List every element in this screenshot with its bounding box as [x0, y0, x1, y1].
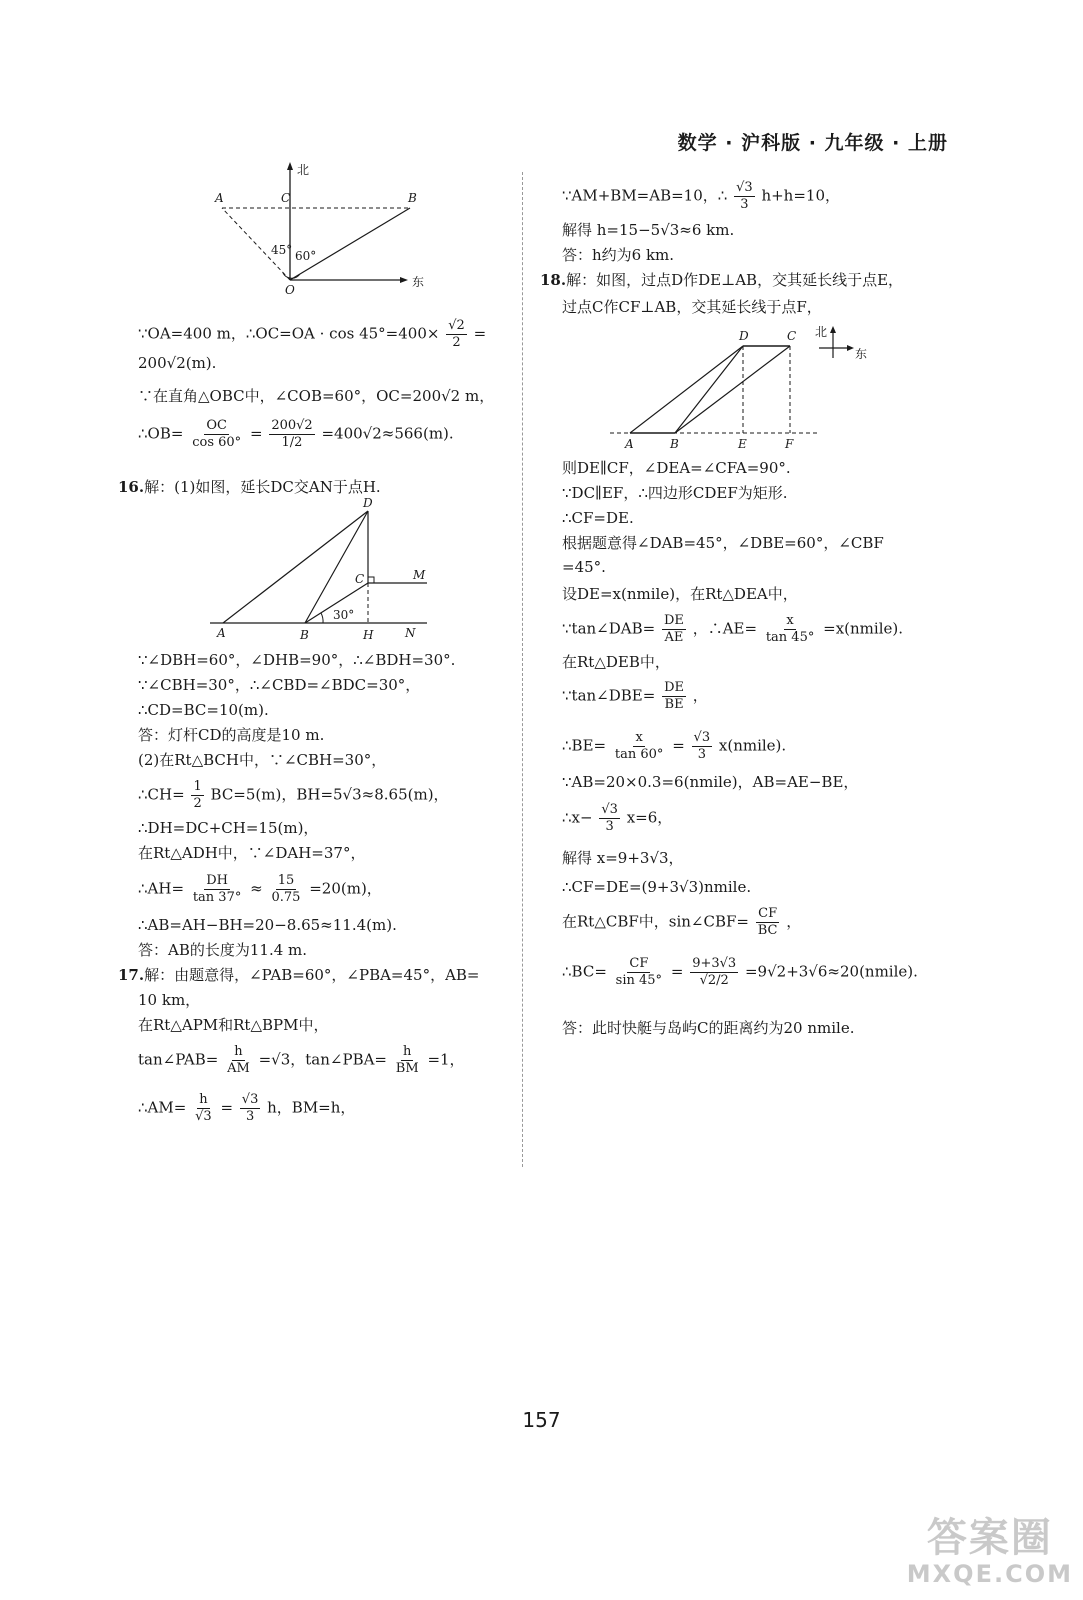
label-east: 东: [855, 347, 868, 361]
q18-line-17: ∴BC= $\frac{CF}{\sin 45^\circ}$ = $\frac{9+3√3}{√2/2}$ =9√2+3√6≈20(nmile).: [562, 956, 918, 988]
q18-line-6: =45°.: [562, 558, 606, 576]
watermark-logo: 答案圈: [926, 1515, 1053, 1561]
q18-heading: 18.解：如图，过点D作DE⊥AB，交其延长线于点E，: [540, 271, 904, 289]
label-h: H: [363, 628, 374, 642]
column-divider: [522, 172, 523, 1167]
q18-line-2: 则DE∥CF，∠DEA=∠CFA=90°.: [562, 459, 791, 477]
watermark: [907, 1516, 1073, 1588]
q16-line-6: ∴CH= $\frac{1}{2}$ BC=5(m)，BH=5√3≈8.65(m)，: [138, 779, 449, 811]
q17-line-1: 10 km，: [138, 991, 201, 1009]
q18-line-9: 在Rt△DEB中，: [562, 653, 670, 671]
q18-line-7: 设DE=x(nmile)，在Rt△DEA中，: [562, 585, 798, 603]
line-ad: [223, 511, 368, 623]
label-60: 60°: [295, 249, 317, 263]
q17-cont-line-3: 答：h约为6 km.: [562, 246, 675, 264]
label-b: B: [670, 437, 679, 451]
q18-line-16: 在Rt△CBF中，sin∠CBF= $\frac{CF}{BC}$ ，: [562, 906, 802, 938]
label-east: 东: [412, 275, 425, 289]
q16-line-3: ∴CD=BC=10(m).: [138, 701, 269, 719]
q16-line-8: 在Rt△ADH中，∵∠DAH=37°，: [138, 844, 366, 862]
label-d: D: [363, 496, 373, 510]
q18-line-8: ∵tan∠DAB= $\frac{DE}{AE}$ ，∴AE= $\frac{x}{\tan 45^\circ}$ =x(nmile).: [562, 613, 903, 645]
q18-line-14: 解得 x=9+3√3，: [562, 849, 684, 867]
compass-north-arrow: [830, 326, 836, 333]
label-north: 北: [297, 163, 310, 177]
q18-line-10: ∵tan∠DBE= $\frac{DE}{BE}$ ，: [562, 680, 708, 712]
label-m: M: [413, 568, 426, 582]
q16-line-2: ∵∠CBH=30°，∴∠CBD=∠BDC=30°，: [138, 676, 421, 694]
line-ob: [290, 208, 410, 280]
q18-answer: 答：此时快艇与岛屿C的距离约为20 nmile.: [562, 1019, 855, 1037]
q15-line-2: 200√2(m).: [138, 354, 217, 372]
q18-line-3: ∵DC∥EF，∴四边形CDEF为矩形.: [562, 484, 788, 502]
q17-cont-line-1: ∵AM+BM=AB=10，∴ $\frac{√3}{3}$ h+h=10，: [562, 180, 840, 212]
q18-line-13: ∴x− $\frac{√3}{3}$ x=6，: [562, 802, 673, 834]
right-angle-mark: [368, 577, 374, 583]
q16-line-5: (2)在Rt△BCH中，∵∠CBH=30°，: [138, 751, 387, 769]
label-o: O: [285, 283, 295, 297]
q16-line-9: ∴AH= $\frac{DH}{\tan 37^\circ}$ ≈ $\frac{15}{0.75}$ =20(m)，: [138, 873, 382, 905]
figure-q16: [205, 495, 445, 645]
east-arrow: [400, 277, 408, 283]
q17-line-4: ∴AM= $\frac{h}{√3}$ = $\frac{√3}{3}$ h，BM=h，: [138, 1092, 356, 1124]
label-30: 30°: [333, 608, 355, 622]
page-number: 157: [522, 1408, 561, 1432]
line-ad: [630, 346, 743, 433]
q16-line-1: ∵∠DBH=60°，∠DHB=90°，∴∠BDH=30°.: [138, 651, 456, 669]
q16-line-4: 答：灯杆CD的高度是10 m.: [138, 726, 325, 744]
figure-q15: [205, 158, 435, 298]
q15-line-1: ∵OA=400 m，∴OC=OA · cos 45°=400× $\frac{√2}{2}$ =: [138, 318, 487, 350]
label-e: E: [738, 437, 747, 451]
label-c: C: [787, 329, 797, 343]
q18-line-12: ∵AB=20×0.3=6(nmile)，AB=AE−BE，: [562, 773, 859, 791]
q17-heading: 17.解：由题意得，∠PAB=60°，∠PBA=45°，AB=: [118, 966, 480, 984]
q16-line-10: ∴AB=AH−BH=20−8.65≈11.4(m).: [138, 916, 397, 934]
north-arrow: [287, 162, 293, 170]
compass-east-arrow: [847, 345, 854, 351]
angle-arc: [321, 613, 323, 623]
q16-line-7: ∴DH=DC+CH=15(m)，: [138, 819, 319, 837]
label-a: A: [625, 437, 634, 451]
q18-line-11: ∴BE= $\frac{x}{\tan 60^\circ}$ = $\frac{√3}{3}$ x(nmile).: [562, 730, 787, 762]
q15-line-3: ∵在直角△OBC中，∠COB=60°，OC=200√2 m，: [138, 387, 495, 405]
label-a: A: [217, 626, 226, 640]
q15-line-4: ∴OB= $\frac{OC}{\cos 60^\circ}$ = $\frac{200√2}{1/2}$ =400√2≈566(m).: [138, 418, 454, 450]
watermark-url: MXQE.COM: [906, 1560, 1073, 1588]
q18-line-5: 根据题意得∠DAB=45°，∠DBE=60°，∠CBF: [562, 534, 884, 552]
label-45: 45°: [271, 243, 293, 257]
label-n: N: [405, 626, 416, 640]
label-b: B: [300, 628, 309, 642]
label-c: C: [281, 191, 291, 205]
label-d: D: [739, 329, 749, 343]
q18-line-4: ∴CF=DE.: [562, 509, 634, 527]
q17-line-2: 在Rt△APM和Rt△BPM中，: [138, 1016, 329, 1034]
label-north: 北: [815, 325, 828, 339]
q18-line-15: ∴CF=DE=(9+3√3)nmile.: [562, 878, 752, 896]
figure-q18: [605, 322, 875, 457]
line-bd: [305, 511, 368, 623]
label-f: F: [785, 437, 794, 451]
q18-line-1: 过点C作CF⊥AB，交其延长线于点F，: [562, 298, 822, 316]
q16-line-11: 答：AB的长度为11.4 m.: [138, 941, 308, 959]
label-c: C: [355, 572, 365, 586]
q17-cont-line-2: 解得 h=15−5√3≈6 km.: [562, 221, 735, 239]
page-header: 数学 · 沪科版 · 九年级 · 上册: [677, 132, 948, 154]
label-b: B: [408, 191, 417, 205]
q17-line-3: tan∠PAB= $\frac{h}{AM}$ =√3，tan∠PBA= $\frac{h}{BM}$ =1，: [138, 1044, 465, 1076]
label-a: A: [215, 191, 224, 205]
q16-heading: 16.解：(1)如图，延长DC交AN于点H.: [118, 478, 381, 496]
